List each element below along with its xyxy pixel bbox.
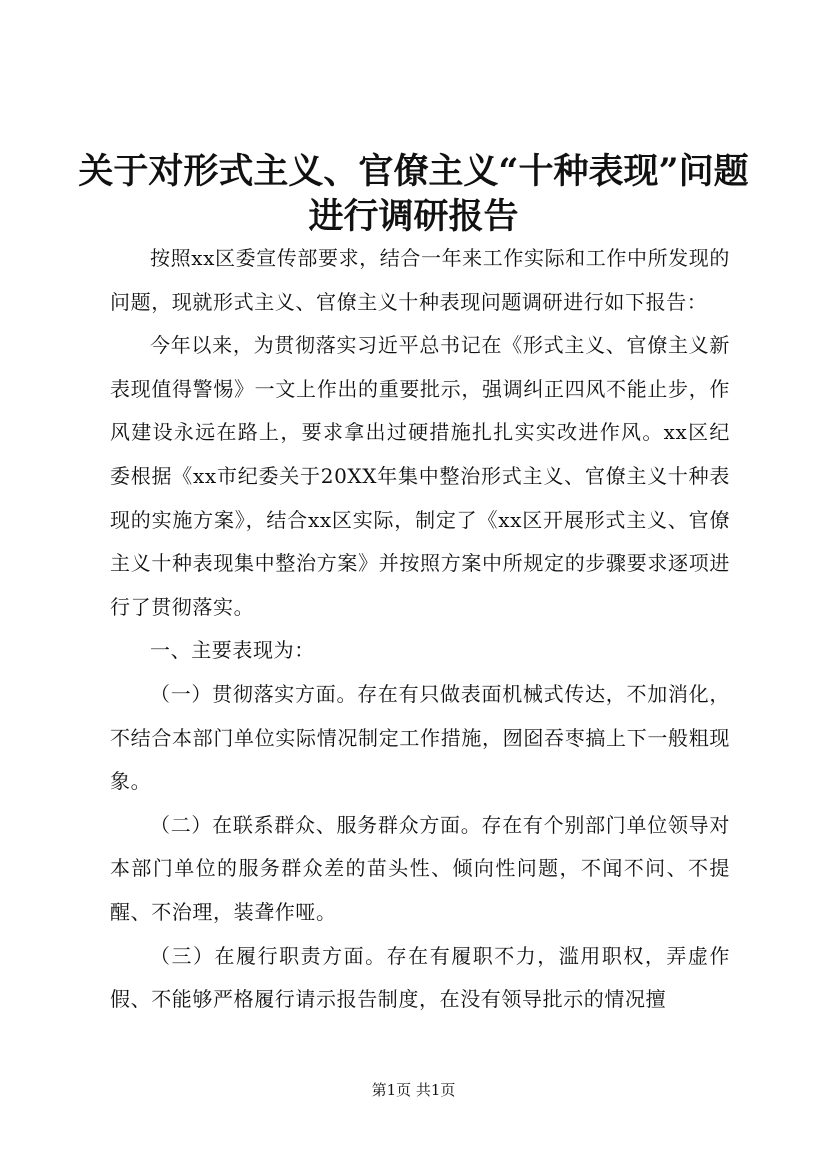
paragraph-serving-masses: （二）在联系群众、服务群众方面。存在有个别部门单位领导对本部门单位的服务群众差的苗头性、倾向性问题，不闻不问、不提醒、不治理，装聋作哑。 <box>110 812 730 924</box>
paragraph-implementation: （一）贯彻落实方面。存在有只做表面机械式传达，不加消化，不结合本部门单位实际情况制定工作措施，囫囵吞枣搞上下一般粗现象。 <box>110 681 730 794</box>
document-title-line-1: 关于对形式主义、官僚主义“十种表现”问题 <box>78 151 749 192</box>
page-footer: 第1页 共1页 <box>371 1081 456 1099</box>
paragraph-intro: 按照xx区委宣传部要求，结合一年来工作实际和工作中所发现的问题，现就形式主义、官僚主义十种表现问题调研进行如下报告： <box>110 246 730 314</box>
paragraph-duties: （三）在履行职责方面。存在有履职不力，滥用职权，弄虚作假、不能够严格履行请示报告制度，在没有领导批示的情况擅 <box>110 943 730 1012</box>
document-title-line-2: 进行调研报告 <box>308 196 519 237</box>
paragraph-background: 今年以来，为贯彻落实习近平总书记在《形式主义、官僚主义新表现值得警惕》一文上作出的重要批示，强调纠正四风不能止步，作风建设永远在路上，要求拿出过硬措施扎扎实实改进作风。xx区纪委根据《xx市纪委关于20XX年集中整治形式主义、官僚主义十种表现的实施方案》，结合xx区实际，制定了《xx区开展形式主义、官僚主义十种表现集中整治方案》并按照方案中所规定的步骤要求逐项进行了贯彻落实。 <box>110 333 730 619</box>
section-heading-main-manifestations: 一、主要表现为： <box>150 638 315 663</box>
document-body <box>110 237 730 1022</box>
